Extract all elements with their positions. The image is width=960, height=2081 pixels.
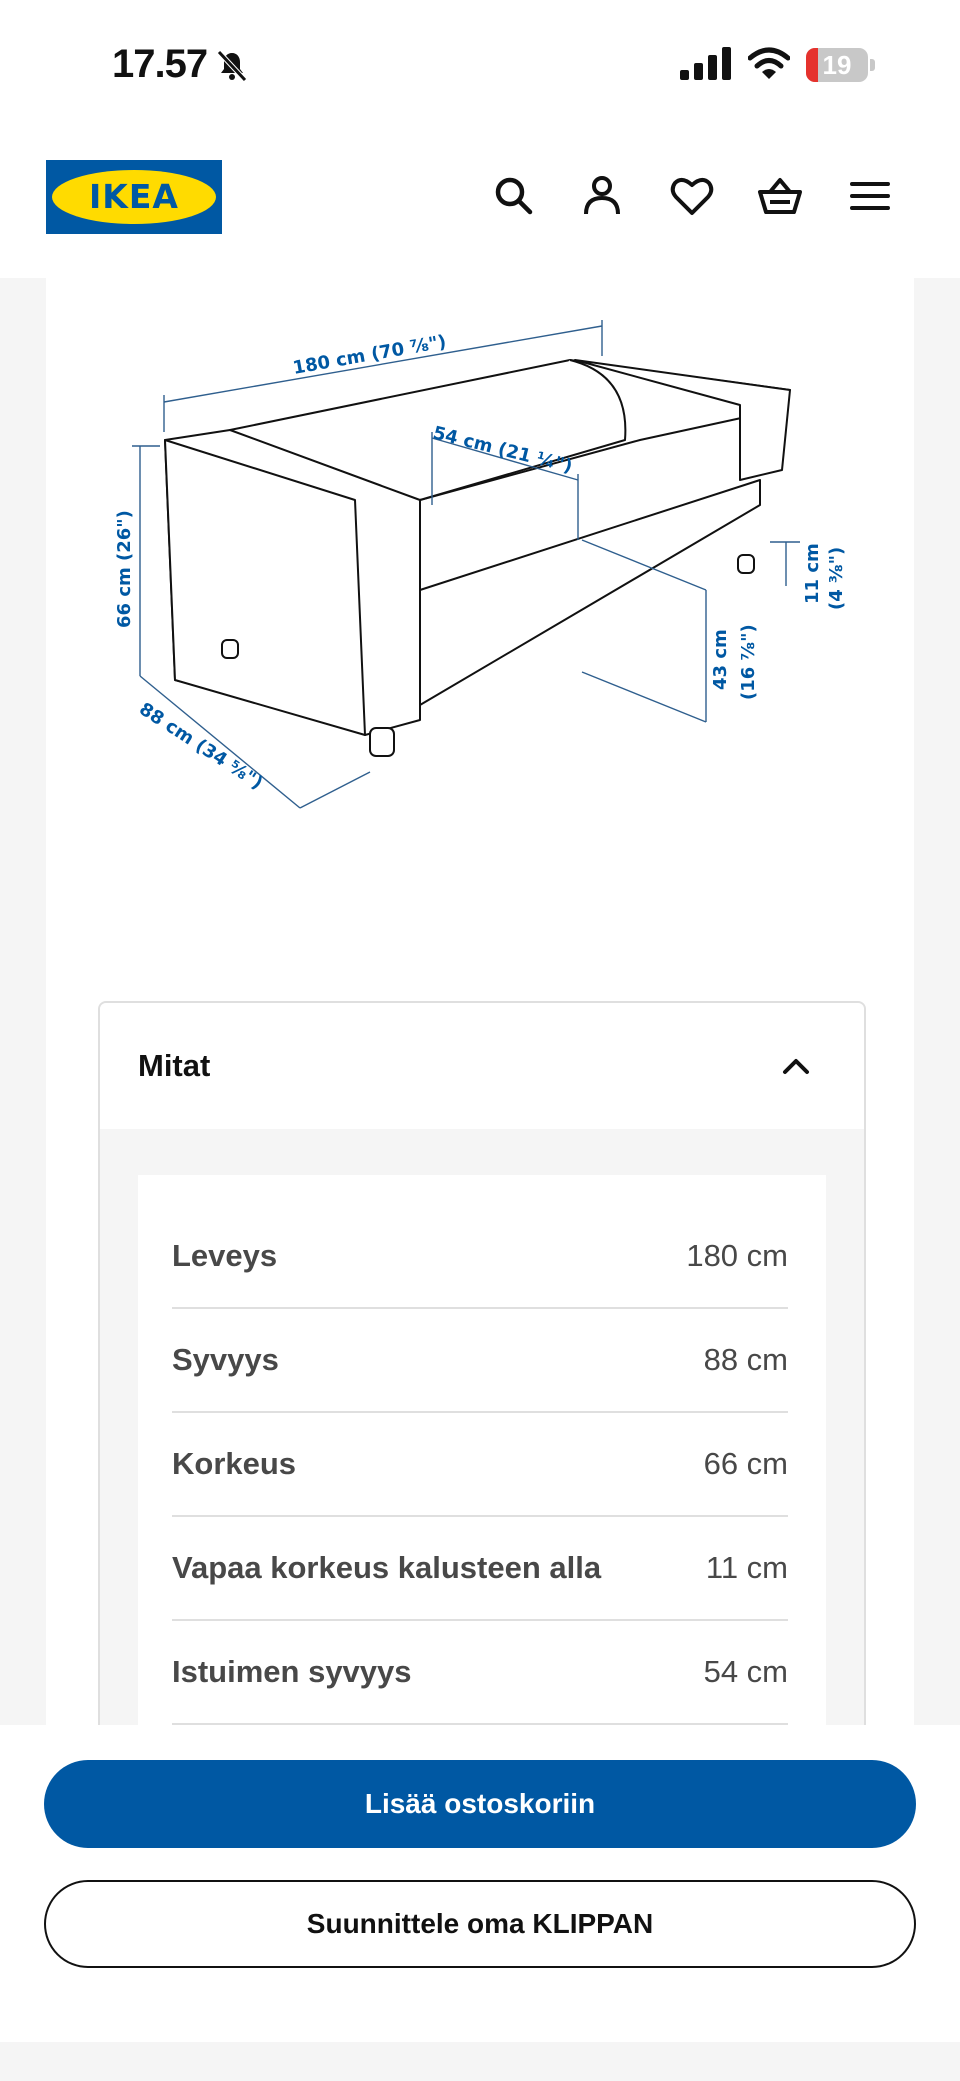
status-time: 17.57 [112,42,208,86]
diagram-seat-height-label-cm: 43 cm [710,629,731,690]
dimension-value: 66 cm [703,1446,788,1481]
site-header [0,130,960,278]
menu-icon[interactable] [846,172,894,220]
dimension-row-clearance [172,1517,788,1621]
dimensions-accordion-header[interactable] [100,1003,864,1129]
dimension-label: Vapaa korkeus kalusteen alla [172,1550,602,1585]
dimension-value: 11 cm [705,1550,788,1585]
dimension-row-width [172,1205,788,1309]
wifi-icon [748,46,790,82]
chevron-up-icon[interactable] [780,1051,812,1081]
diagram-height-label: 66 cm (26") [114,510,135,628]
dimension-value: 54 cm [703,1654,788,1689]
diagram-clearance-label-in: (4 ⅜") [826,546,847,610]
dimension-row-seat-depth [172,1621,788,1725]
bell-muted-icon [214,48,250,84]
heart-icon[interactable] [668,172,716,220]
design-your-own-button[interactable]: Suunnittele oma KLIPPAN [44,1880,916,1968]
cellular-signal-icon [680,46,732,82]
dimension-value: 88 cm [703,1342,788,1377]
page-background-strip [0,2042,960,2081]
dimension-row-height [172,1413,788,1517]
diagram-depth-label: 88 cm (34 ⅝") [135,698,267,794]
diagram-clearance-label-cm: 11 cm [802,543,823,604]
logo-text: IKEA [89,177,179,216]
dimension-label: Korkeus [172,1446,297,1481]
dimensions-table [138,1175,826,1785]
battery-level: 19 [822,50,852,80]
account-icon[interactable] [578,172,626,220]
diagram-width-label: 180 cm (70 ⅞") [291,331,448,379]
card-bottom-edge [46,2005,914,2042]
basket-icon[interactable] [756,172,804,220]
dimension-label: Leveys [172,1238,278,1273]
dimensions-accordion [98,1001,866,1785]
ikea-logo[interactable] [46,160,222,234]
dimension-value: 180 cm [686,1238,788,1273]
dimensions-title: Mitat [138,1048,211,1083]
dimension-label: Syvyys [172,1342,279,1377]
add-to-cart-button[interactable]: Lisää ostoskoriin [44,1760,916,1848]
search-icon[interactable] [490,172,538,220]
dimension-label: Istuimen syvyys [172,1654,412,1689]
diagram-seat-depth-label: 54 cm (21 ¼") [430,422,575,478]
diagram-seat-height-label-in: (16 ⅞") [738,624,759,700]
status-bar [0,0,960,130]
dimension-row-depth [172,1309,788,1413]
sofa-dimensions-diagram [74,290,864,870]
battery-indicator [806,48,876,82]
